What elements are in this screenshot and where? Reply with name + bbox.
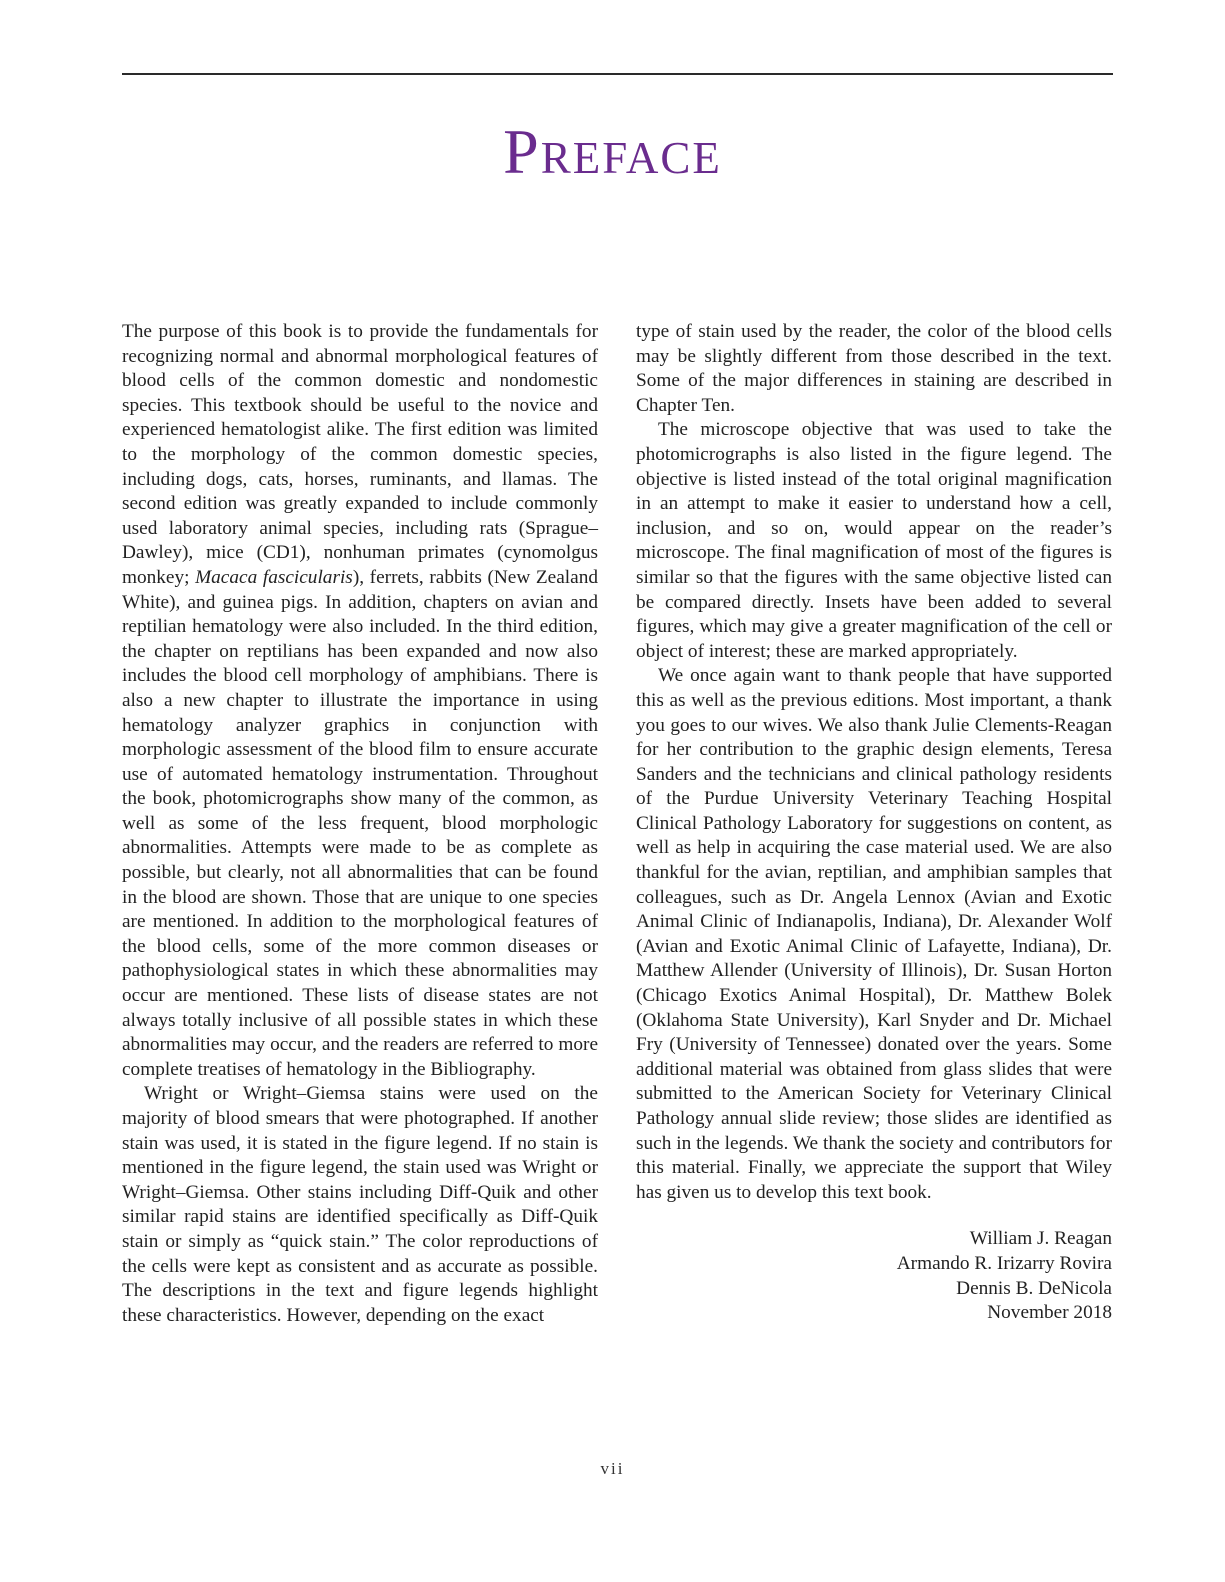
paragraph-purpose-text-2: ), ferrets, rabbits (New Zealand White), and guinea pigs. In addition, chapters on avian and reptilian hematology were also included. In the third edition, the chapter on reptilians has been expanded and now also includes the blood cell morphology of amphibians. There is also a new chapter to illustrate the importance in using hematology analyzer graphics in conjunction with morphologic assessment of the blood film to ensure accurate use of automated hematology instrumentation. Throughout the book, photomicrographs show many of the common, as well as some of the less frequent, blood morphologic abnormalities. Attempts were made to be as complete as possible, but clearly, not all abnormalities that can be found in the blood are shown. Those that are unique to one species are mentioned. In addition to the morphological features of the blood cells, some of the more common diseases or pathophysiological states in which these abnormalities may occur are mentioned. These lists of disease states are not always totally inclusive of all possible states in which these abnormalities may occur, and the readers are referred to more complete treatises of hematology in the Bibliography. [122,566,598,1080]
author-name: Armando R. Irizarry Rovira [896,1252,1112,1274]
paragraph-microscope: The microscope objective that was used to take the photomicrographs is also listed in the figure legend. The objective is listed instead of the total original magnification in an attempt to make it easier to understand how a cell, inclusion, and so on, would appear on the reader’s microscope. The final magnification of most of the figures is similar so that the figures with the same objective listed can be compared directly. Insets have been added to several figures, which may give a greater magnification of the cell or object of interest; these are marked appropriately. [636,419,1112,662]
right-column [636,320,1112,1326]
page-number: vii [600,1459,625,1478]
signature-block [636,1227,1112,1325]
author-name: William J. Reagan [969,1228,1112,1250]
signature-date: November 2018 [987,1302,1112,1324]
left-column [122,320,598,1328]
author-name: Dennis B. DeNicola [956,1277,1112,1299]
paragraph-purpose-text-1: The purpose of this book is to provide the fundamentals for recognizing normal and abnormal morphological features of blood cells of the common domestic and nondomestic species. This textbook should be useful to the novice and experienced hematologist alike. The first edition was limited to the morphology of the common domestic species, including dogs, cats, horses, ruminants, and llamas. The second edition was greatly expanded to include commonly used laboratory animal species, including rats (Sprague–Dawley), mice (CD1), nonhuman primates (cynomolgus monkey; [122,321,598,588]
paragraph-stains: Wright or Wright–Giemsa stains were used on the majority of blood smears that were photographed. If another stain was used, it is stated in the figure legend. If no stain is mentioned in the figure legend, the stain used was Wright or Wright–Giemsa. Other stains including Diff-Quik and other similar rapid stains are identified specifically as Diff-Quik stain or simply as “quick stain.” The color reproductions of the cells were kept as consistent and as accurate as possible. The descriptions in the text and figure legends highlight these characteristics. However, depending on the exact [122,1083,598,1326]
page-title: Preface [503,116,722,187]
header-rule [122,73,1113,75]
paragraph-acknowledgements: We once again want to thank people that have supported this as well as the previous editions. Most important, a thank you goes to our wives. We also thank Julie Clements-Reagan for her contribution to the graphic design elements, Teresa Sanders and the technicians and clinical pathology residents of the Purdue University Veterinary Teaching Hospital Clinical Pathology Laboratory for suggestions on content, as well as help in acquiring the case material used. We are also thankful for the avian, reptilian, and amphibian samples that colleagues, such as Dr. Angela Lennox (Avian and Exotic Animal Clinic of Indianapolis, Indiana), Dr. Alexander Wolf (Avian and Exotic Animal Clinic of Lafayette, Indiana), Dr. Matthew Allender (University of Illinois), Dr. Susan Horton (Chicago Exotics Animal Hospital), Dr. Matthew Bolek (Oklahoma State University), Karl Snyder and Dr. Michael Fry (University of Tennessee) donated over the years. Some additional material was obtained from glass slides that were submitted to the American Society for Veterinary Clinical Pathology annual slide review; those slides are identified as such in the legends. We thank the society and contributors for this material. Finally, we appreciate the support that Wiley has given us to develop this text book. [636,665,1112,1203]
paragraph-purpose [122,320,598,1082]
paragraph-stains-continued: type of stain used by the reader, the color of the blood cells may be slightly different from those described in the text. Some of the major differences in staining are described in Chapter Ten. [636,321,1112,416]
species-name-italic: Macaca fascicularis [195,566,353,588]
